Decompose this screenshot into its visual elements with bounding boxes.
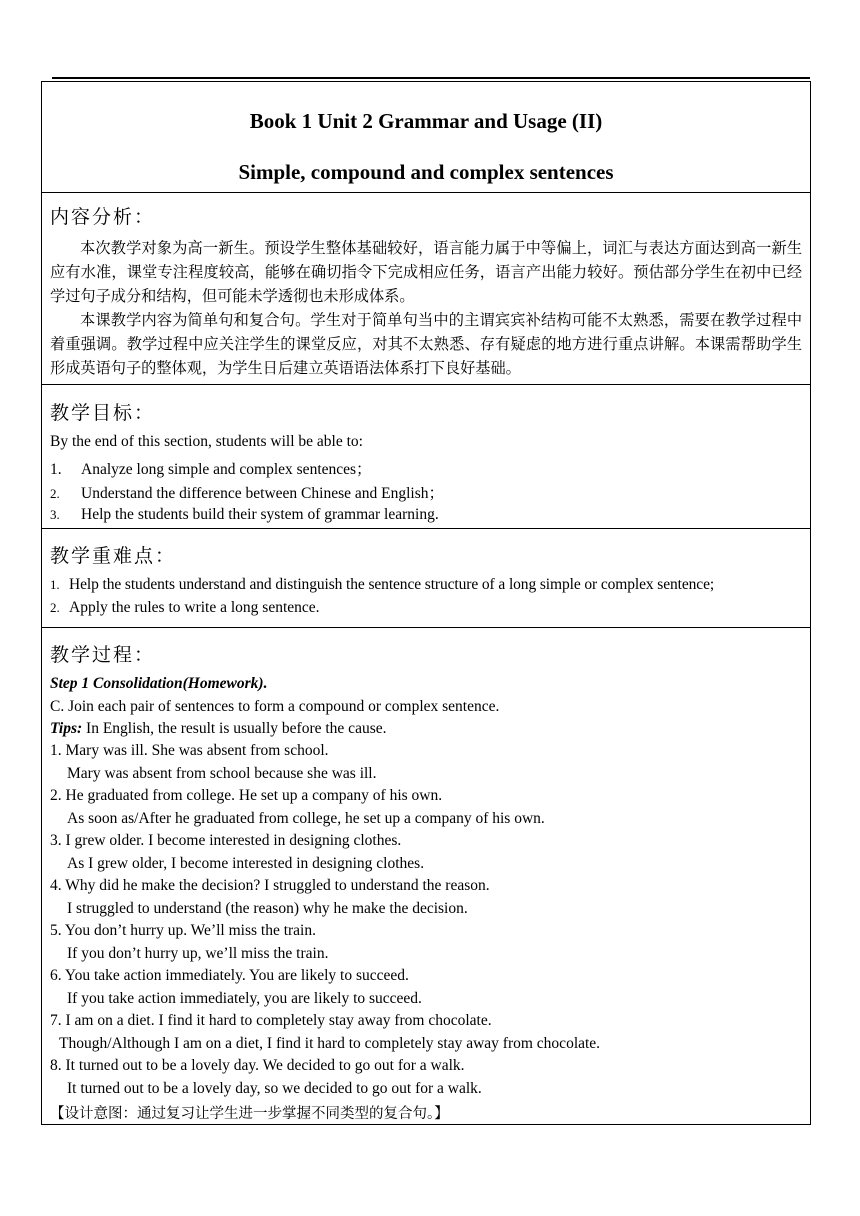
content-analysis-paragraph-1: 本次教学对象为高一新生。预设学生整体基础较好，语言能力属于中等偏上，词汇与表达方面达到高一新生应有水准，课堂专注程度较高，能够在确切指令下完成相应任务，语言产出能力较好。预估部分学生在初中已经学过句子成分和结构，但可能未学透彻也未形成体系。 bbox=[50, 239, 802, 305]
objective-item-1 bbox=[42, 457, 810, 481]
exercise-question-4: 4. Why did he make the decision? I struggled to understand the reason. bbox=[50, 877, 490, 894]
tips-line bbox=[42, 720, 810, 742]
exercise-question-1: 1. Mary was ill. She was absent from school. bbox=[50, 742, 329, 759]
exercise-answer-1: Mary was absent from school because she was ill. bbox=[67, 764, 377, 782]
exercise-answer-6: If you take action immediately, you are likely to succeed. bbox=[67, 989, 422, 1007]
lesson-plan-table bbox=[41, 81, 811, 1125]
exercise-question-7: 7. I am on a diet. I find it hard to completely stay away from chocolate. bbox=[50, 1012, 492, 1029]
content-analysis-heading: 内容分析： bbox=[50, 206, 156, 228]
exercise-answer-2: As soon as/After he graduated from college, he set up a company of his own. bbox=[67, 809, 545, 827]
exercise-instruction: C. Join each pair of sentences to form a compound or complex sentence. bbox=[50, 698, 500, 715]
key-points-heading: 教学重难点： bbox=[50, 545, 177, 567]
objective-number: 2. bbox=[50, 486, 60, 501]
process-section bbox=[42, 628, 810, 1124]
key-point-text: Help the students understand and distinguish the sentence structure of a long simple or complex sentence; bbox=[69, 576, 715, 593]
content-analysis-section bbox=[42, 193, 810, 385]
objectives-intro: By the end of this section, students will be able to: bbox=[50, 433, 363, 450]
key-point-item-2 bbox=[42, 599, 810, 622]
objective-text: Help the students build their system of grammar learning. bbox=[81, 506, 439, 523]
key-point-text: Apply the rules to write a long sentence. bbox=[69, 599, 320, 616]
objective-number: 1. bbox=[50, 461, 62, 478]
document-subtitle: Simple, compound and complex sentences bbox=[238, 160, 614, 184]
exercise-answer-4: I struggled to understand (the reason) why he make the decision. bbox=[67, 899, 468, 917]
exercise-question-3: 3. I grew older. I become interested in designing clothes. bbox=[50, 832, 402, 849]
exercise-answer-7: Though/Although I am on a diet, I find it hard to completely stay away from chocolate. bbox=[59, 1034, 601, 1052]
exercise-answer-8: It turned out to be a lovely day, so we decided to go out for a walk. bbox=[67, 1079, 482, 1097]
objective-number: 3. bbox=[50, 507, 60, 522]
exercise-question-6: 6. You take action immediately. You are likely to succeed. bbox=[50, 967, 409, 984]
header-rule bbox=[52, 77, 810, 79]
key-points-section bbox=[42, 529, 810, 628]
exercise-question-2: 2. He graduated from college. He set up a company of his own. bbox=[50, 787, 443, 804]
tips-text: In English, the result is usually before the cause. bbox=[82, 720, 387, 737]
exercise-answer-5: If you don’t hurry up, we’ll miss the train. bbox=[67, 944, 329, 962]
title-cell bbox=[42, 82, 810, 193]
process-heading: 教学过程： bbox=[50, 644, 156, 666]
content-analysis-paragraph-2: 本课教学内容为简单句和复合句。学生对于简单句当中的主谓宾宾补结构可能不太熟悉，需要在教学过程中着重强调。教学过程中应关注学生的课堂反应，对其不太熟悉、存有疑虑的地方进行重点讲解。本课需帮助学生形成英语句子的整体观，为学生日后建立英语语法体系打下良好基础。 bbox=[50, 311, 802, 377]
objective-text: Understand the difference between Chinese and English； bbox=[81, 485, 444, 502]
objective-item-3 bbox=[42, 506, 810, 530]
key-point-number: 2. bbox=[50, 600, 60, 615]
key-point-number: 1. bbox=[50, 577, 60, 592]
exercise-question-5: 5. You don’t hurry up. We’ll miss the train. bbox=[50, 922, 316, 939]
objectives-heading: 教学目标： bbox=[50, 402, 156, 424]
objectives-section bbox=[42, 385, 810, 529]
step-title: Step 1 Consolidation(Homework). bbox=[50, 675, 268, 692]
document-title: Book 1 Unit 2 Grammar and Usage (II) bbox=[249, 109, 603, 133]
objective-item-2 bbox=[42, 481, 810, 506]
exercise-answer-3: As I grew older, I become interested in designing clothes. bbox=[67, 854, 425, 872]
design-intent-note: 【设计意图：通过复习让学生进一步掌握不同类型的复合句。】 bbox=[50, 1106, 449, 1122]
exercise-question-8: 8. It turned out to be a lovely day. We decided to go out for a walk. bbox=[50, 1057, 465, 1074]
objective-text: Analyze long simple and complex sentences； bbox=[81, 461, 372, 478]
key-point-item-1 bbox=[42, 576, 810, 599]
tips-label: Tips: bbox=[50, 720, 83, 737]
